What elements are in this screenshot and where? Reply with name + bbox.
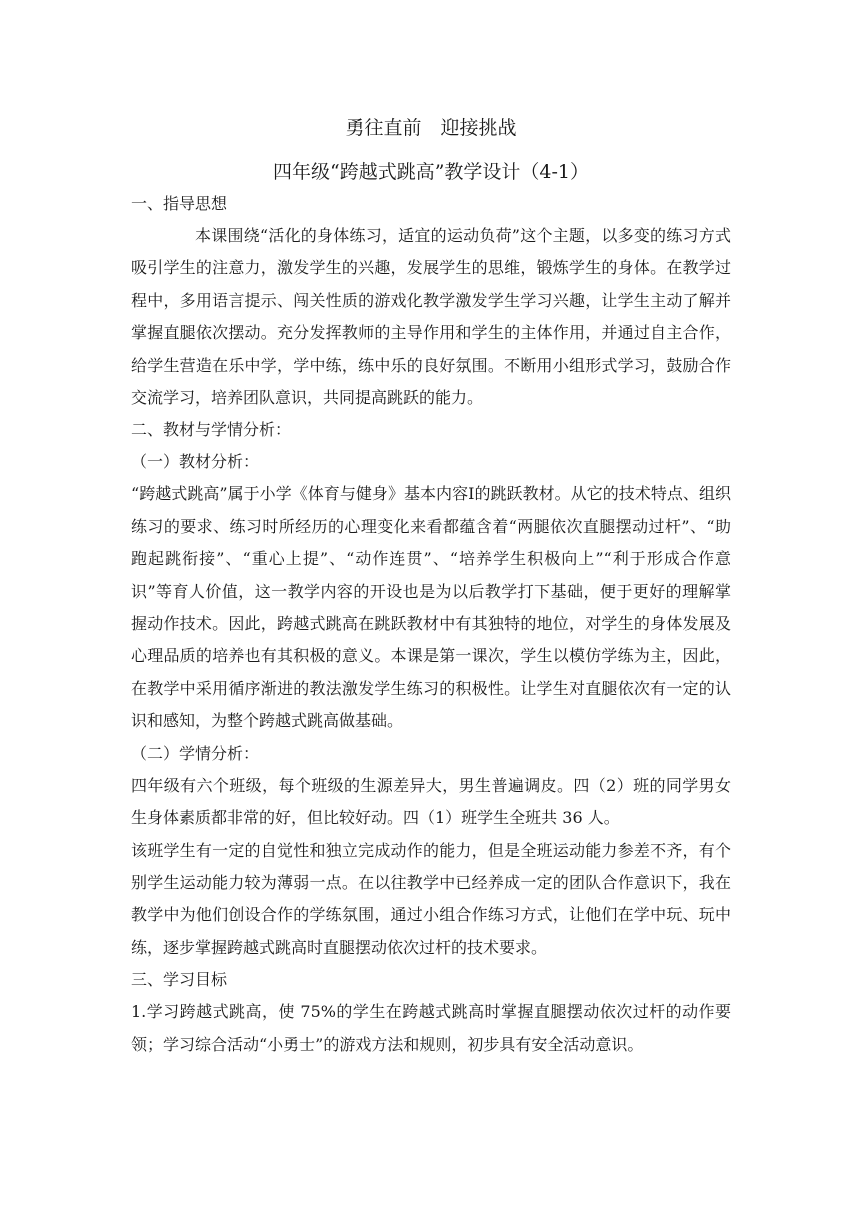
section-heading-guiding-thought: 一、指导思想 — [131, 194, 228, 213]
paragraph-student-analysis-1: 四年级有六个班级，每个班级的生源差异大，男生普遍调皮。四（2）班的同学男女生身体素质都非常的好，但比较好动。四（1）班学生全班共 36 人。 — [131, 775, 731, 828]
paragraph-guiding-thought: 本课围绕“活化的身体练习，适宜的运动负荷”这个主题，以多变的练习方式吸引学生的注意力，激发学生的兴趣，发展学生的思维，锻炼学生的身体。在教学过程中，多用语言提示、闯关性质的游戏化教学激发学生学习兴趣，让学生主动了解并掌握直腿依次摆动。充分发挥教师的主导作用和学生的主体作用，并通过自主合作，给学生营造在乐中学，学中练，练中乐的良好氛围。不断用小组形式学习，鼓励合作交流学习，培养团队意识，共同提高跳跃的能力。 — [131, 226, 731, 408]
paragraph-material-analysis: “跨越式跳高”属于小学《体育与健身》基本内容Ⅰ的跳跃教材。从它的技术特点、组织练习的要求、练习时所经历的心理变化来看都蕴含着“两腿依次直腿摆动过杆”、“助跑起跳衔接”、“重心上提”、“动作连贯”、“培养学生积极向上”“利于形成合作意识”等育人价值，这一教学内容的开设也是为以后教学打下基础，便于更好的理解掌握动作技术。因此，跨越式跳高在跳跃教材中有其独特的地位，对学生的身体发展及心理品质的培养也有其积极的意义。本课是第一课次，学生以模仿学练为主，因此，在教学中采用循序渐进的教法激发学生练习的积极性。让学生对直腿依次有一定的认识和感知，为整个跨越式跳高做基础。 — [131, 484, 731, 731]
paragraph-learning-goal-1: 1.学习跨越式跳高，使 75%的学生在跨越式跳高时掌握直腿摆动依次过杆的动作要领；学习综合活动“小勇士”的游戏方法和规则，初步具有安全活动意识。 — [131, 1002, 731, 1054]
document-page — [131, 114, 731, 1061]
document-subtitle: 四年级“跨越式跳高”教学设计（4-1） — [272, 161, 590, 183]
subsection-heading-student-analysis: （二）学情分析： — [131, 743, 260, 763]
subsection-heading-material-analysis: （一）教材分析： — [131, 452, 260, 472]
document-title: 勇往直前 迎接挑战 — [345, 117, 517, 139]
section-heading-analysis: 二、教材与学情分析： — [131, 420, 292, 440]
section-heading-learning-goals: 三、学习目标 — [131, 970, 228, 990]
paragraph-student-analysis-2: 该班学生有一定的自觉性和独立完成动作的能力，但是全班运动能力参差不齐，有个别学生运动能力较为薄弱一点。在以往教学中已经养成一定的团队合作意识下，我在教学中为他们创设合作的学练氛围，通过小组合作练习方式，让他们在学中玩、玩中练，逐步掌握跨越式跳高时直腿摆动依次过杆的技术要求。 — [131, 840, 731, 957]
